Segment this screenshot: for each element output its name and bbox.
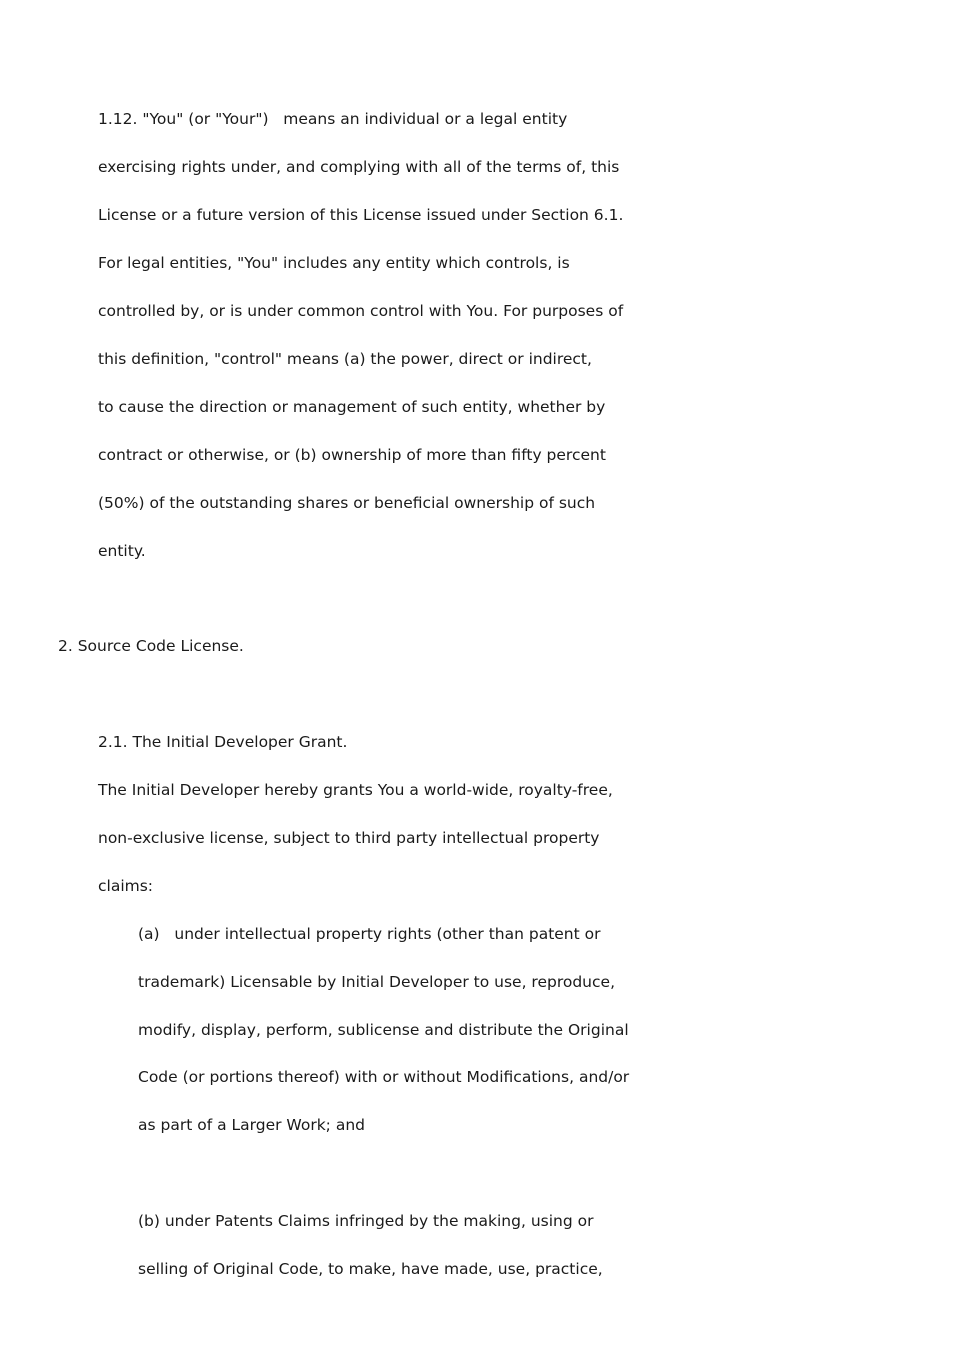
grant-paragraph-line: non-exclusive license, subject to third party intellectual property — [98, 829, 600, 847]
grant-paragraph-line: claims: — [98, 877, 154, 895]
definition-1-12-line: contract or otherwise, or (b) ownership of more than fifty percent — [98, 446, 606, 464]
definition-1-12-line: this definition, "control" means (a) the power, direct or indirect, — [98, 350, 592, 368]
subsection-heading: 2.1. The Initial Developer Grant. — [98, 733, 348, 751]
definition-1-12-line: 1.12. "You" (or "Your") means an individual or a legal entity — [98, 110, 568, 128]
clause-b-line: selling of Original Code, to make, have made, use, practice, — [138, 1260, 603, 1278]
definition-1-12-line: to cause the direction or management of such entity, whether by — [98, 398, 606, 416]
definition-1-12-line: exercising rights under, and complying with all of the terms of, this — [98, 158, 620, 176]
definition-1-12-line: entity. — [98, 542, 146, 560]
definition-1-12-line: License or a future version of this License issued under Section 6.1. — [98, 206, 624, 224]
section-heading: 2. Source Code License. — [58, 637, 244, 655]
clause-a-line: modify, display, perform, sublicense and distribute the Original — [138, 1021, 629, 1039]
clause-a-line: (a) under intellectual property rights (other than patent or — [138, 925, 601, 943]
definition-1-12-line: controlled by, or is under common control with You. For purposes of — [98, 302, 624, 320]
clause-a-line: trademark) Licensable by Initial Developer to use, reproduce, — [138, 973, 615, 991]
clause-b-line: (b) under Patents Claims infringed by the making, using or — [138, 1212, 594, 1230]
grant-paragraph-line: The Initial Developer hereby grants You a world-wide, royalty-free, — [98, 781, 613, 799]
clause-a-line: as part of a Larger Work; and — [138, 1116, 365, 1134]
clause-a-line: Code (or portions thereof) with or without Modifications, and/or — [138, 1068, 630, 1086]
definition-1-12-line: For legal entities, "You" includes any entity which controls, is — [98, 254, 570, 272]
definition-1-12-line: (50%) of the outstanding shares or beneficial ownership of such — [98, 494, 596, 512]
